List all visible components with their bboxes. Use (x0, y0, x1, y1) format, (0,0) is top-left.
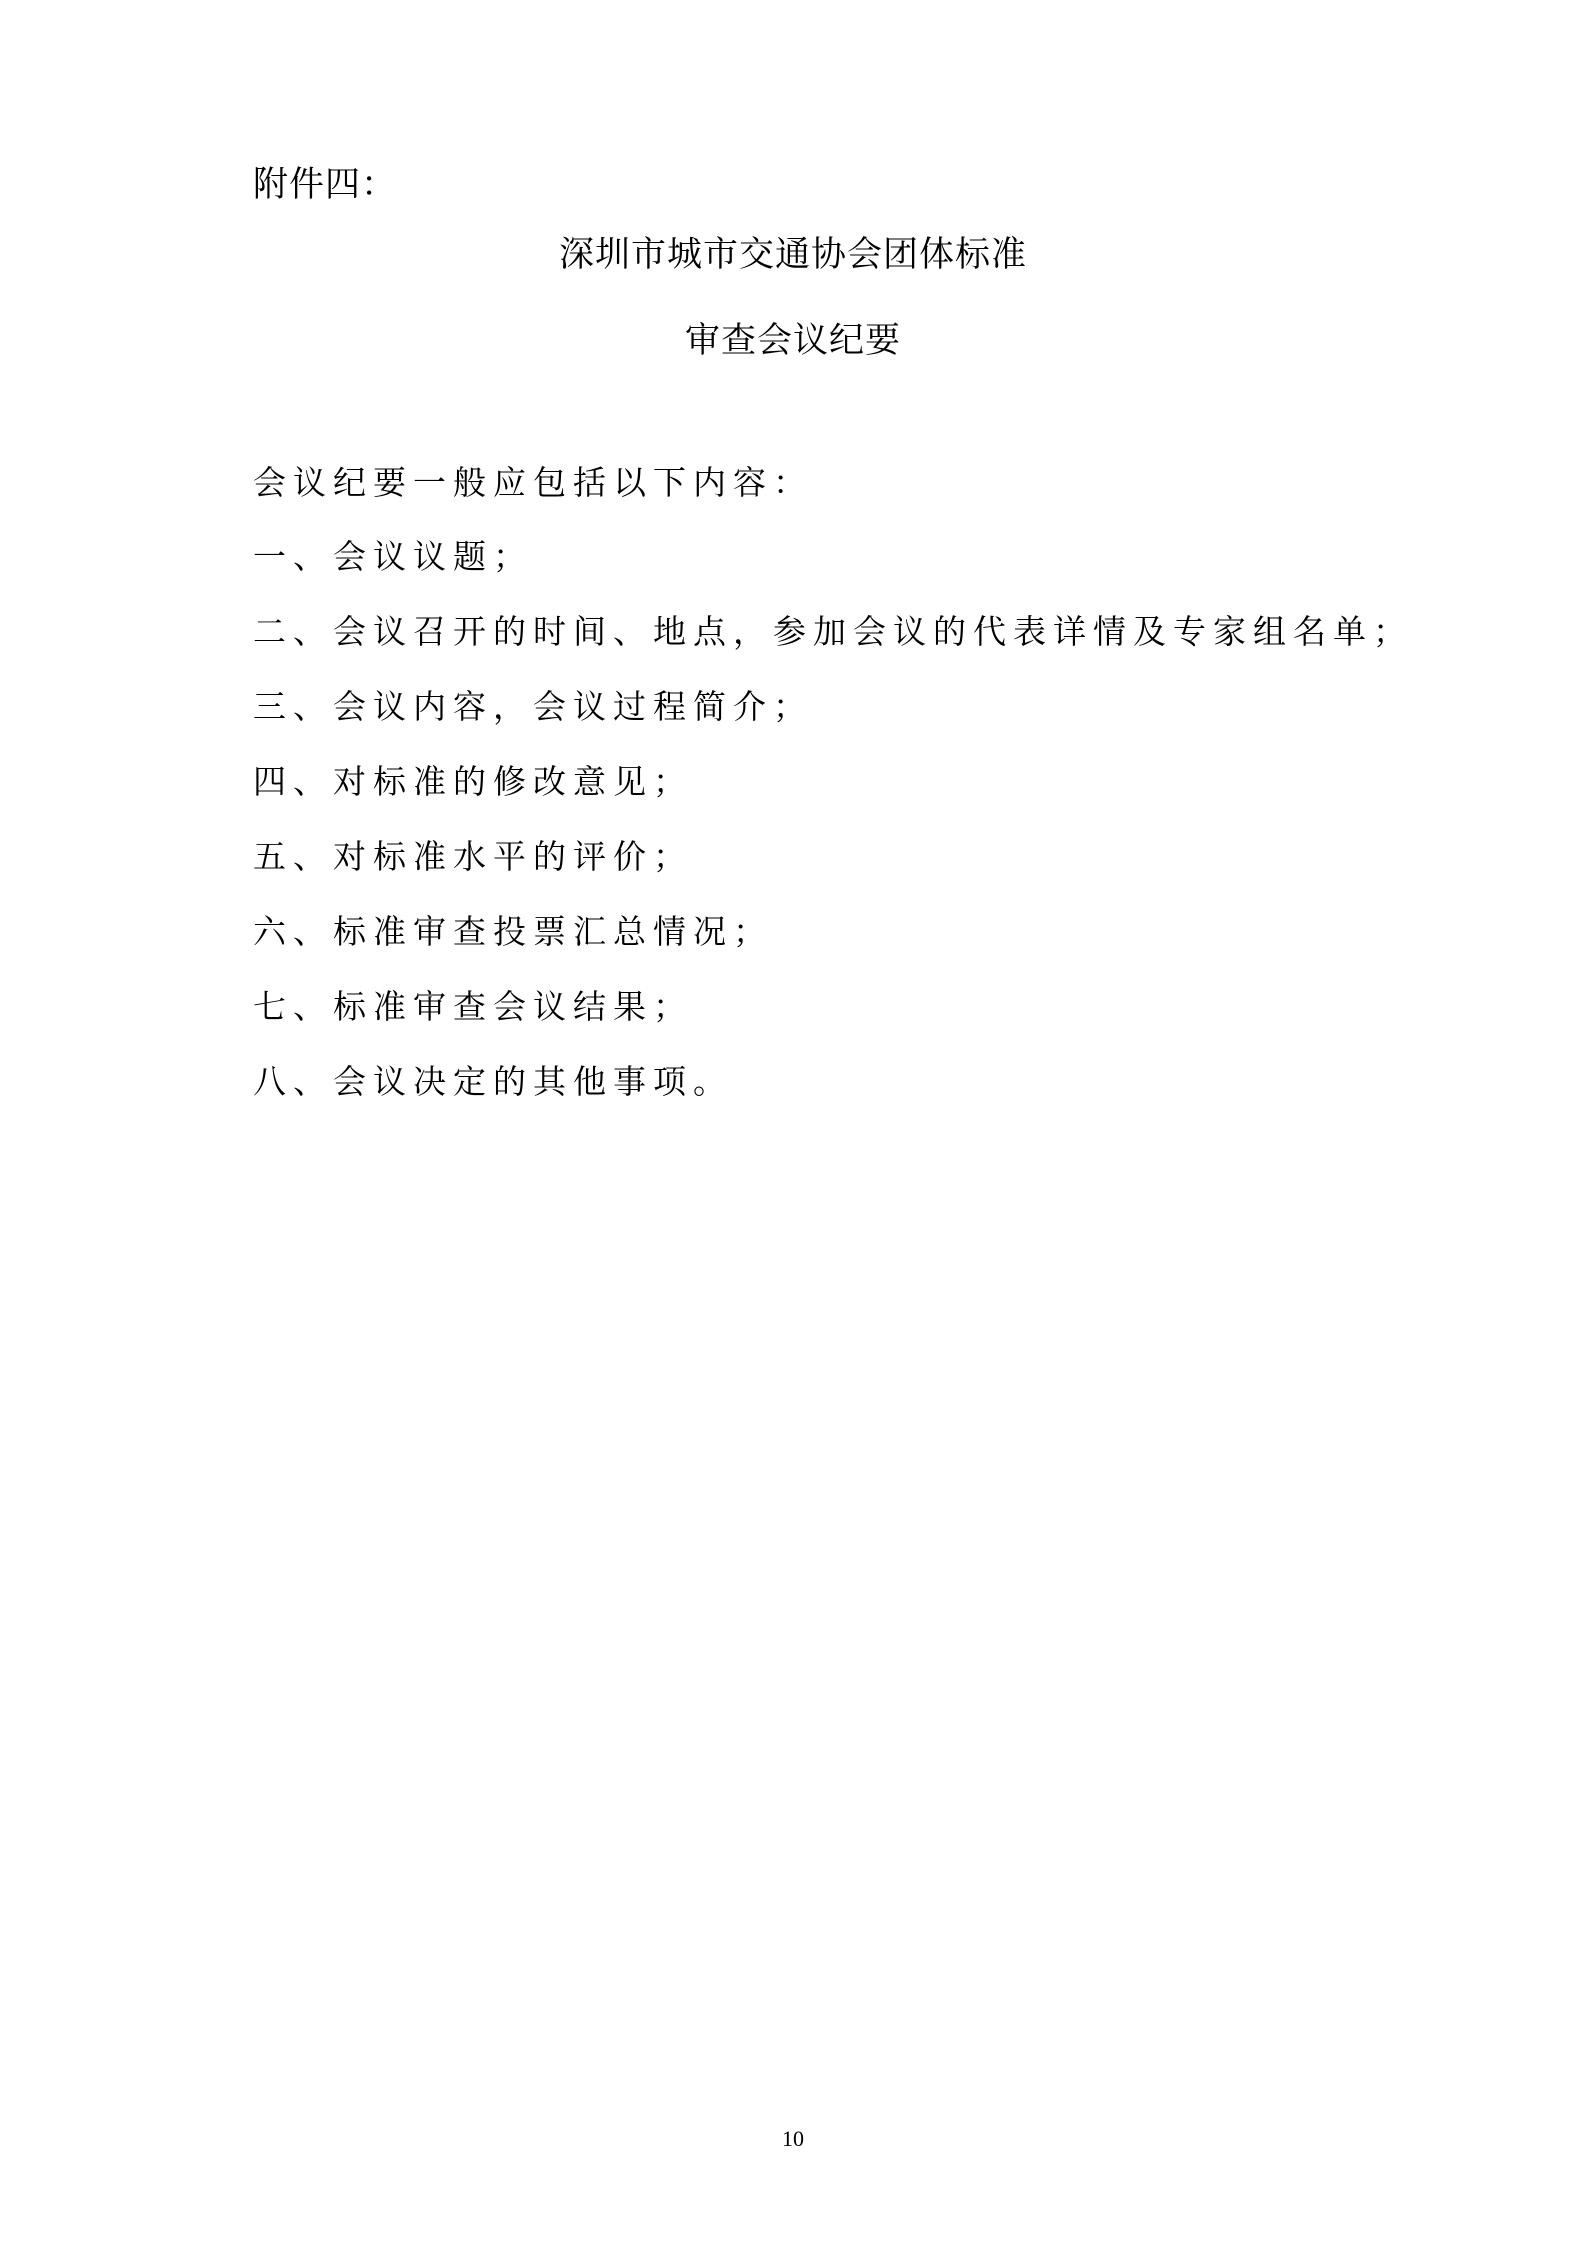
intro-text: 会议纪要一般应包括以下内容： (253, 463, 813, 502)
list-item: 一、会议议题； (253, 537, 533, 576)
document-title-line1: 深圳市城市交通协会团体标准 (558, 235, 1027, 275)
attachment-label: 附件四： (253, 165, 398, 205)
list-item: 八、会议决定的其他事项。 (253, 1062, 733, 1101)
list-item: 五、对标准水平的评价； (253, 837, 693, 876)
list-item: 二、会议召开的时间、地点，参加会议的代表详情及专家组名单； (253, 612, 1413, 651)
list-item: 六、标准审查投票汇总情况； (253, 912, 773, 951)
list-item: 四、对标准的修改意见； (253, 762, 693, 801)
list-item: 三、会议内容，会议过程简介； (253, 687, 813, 726)
page-number: 10 (782, 2126, 804, 2151)
list-item: 七、标准审查会议结果； (253, 987, 693, 1026)
content-item-list (253, 532, 1413, 1132)
document-title-line2: 审查会议纪要 (684, 321, 901, 361)
